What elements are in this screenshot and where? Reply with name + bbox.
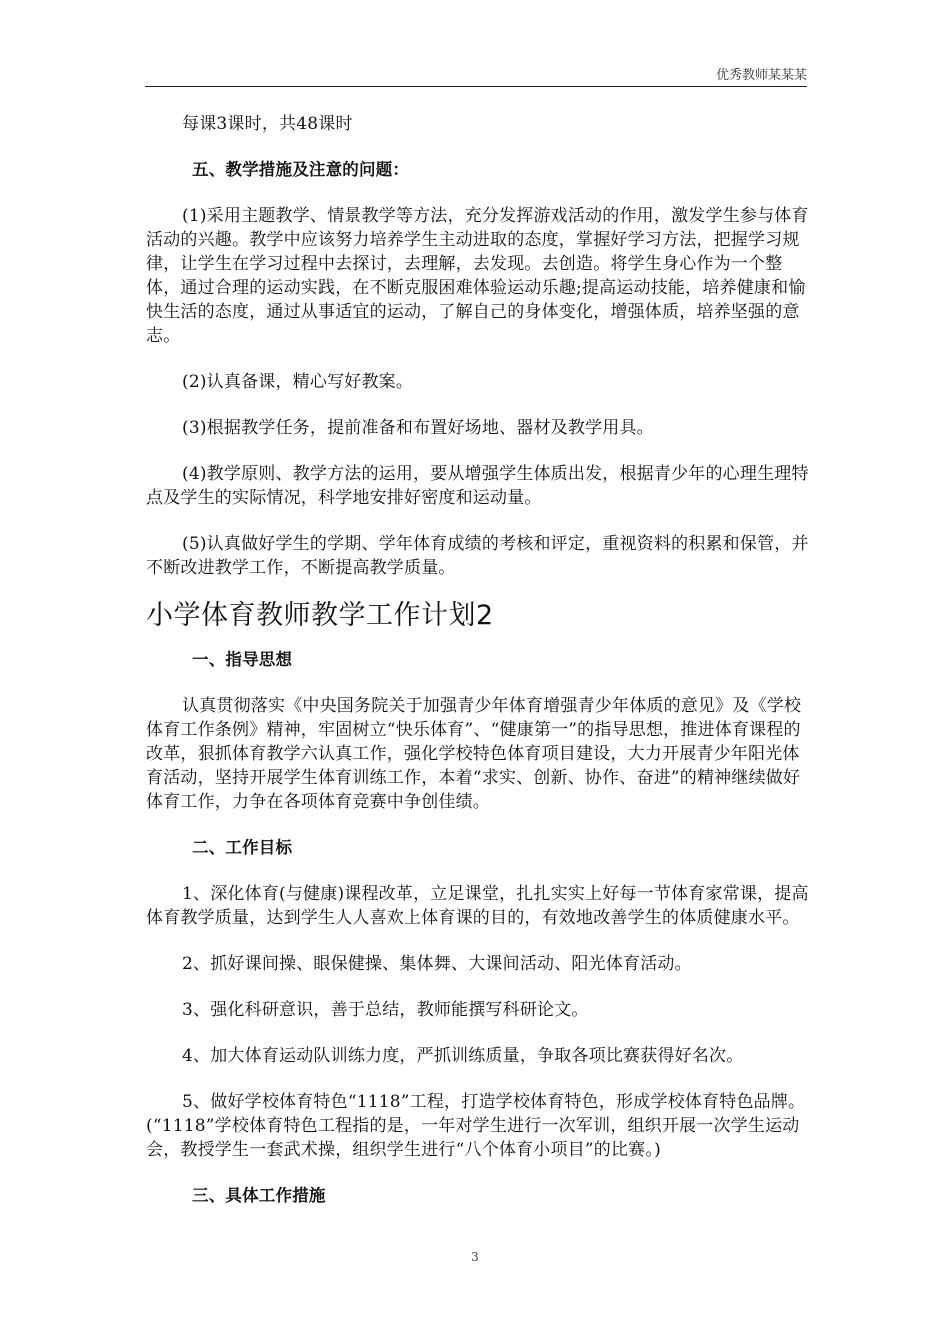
paragraph-goal-2: 2、抓好课间操、眼保健操、集体舞、大课间活动、阳光体育活动。 bbox=[182, 954, 692, 974]
paragraph-goal-5: 5、做好学校体育特色“1118”工程，打造学校体育特色，形成学校体育特色品牌。(“1118”学校体育特色工程指的是，一年对学生进行一次军训，组织开展一次学生运动会，教授学生一套武术操，组织学生进行“八个体育小项目”的比赛。) bbox=[146, 1092, 806, 1160]
page-number: 3 bbox=[471, 1250, 479, 1264]
paragraph-class-hours: 每课3课时，共48课时 bbox=[182, 114, 353, 134]
section-heading-work-goals: 二、工作目标 bbox=[192, 838, 293, 857]
section-heading-guiding-ideology: 一、指导思想 bbox=[192, 650, 293, 669]
page-header bbox=[145, 62, 807, 87]
paragraph-measure-2: (2)认真备课，精心写好教案。 bbox=[182, 372, 414, 392]
paragraph-measure-5: (5)认真做好学生的学期、学年体育成绩的考核和评定，重视资料的积累和保管，并不断改进教学工作，不断提高教学质量。 bbox=[146, 534, 809, 578]
section-heading-specific-measures: 三、具体工作措施 bbox=[192, 1186, 326, 1205]
document-title: 小学体育教师教学工作计划2 bbox=[146, 600, 494, 631]
paragraph-goal-4: 4、加大体育运动队训练力度，严抓训练质量，争取各项比赛获得好名次。 bbox=[182, 1046, 744, 1066]
paragraph-measure-3: (3)根据教学任务，提前准备和布置好场地、器材及教学用具。 bbox=[182, 418, 654, 438]
section-heading-measures: 五、教学措施及注意的问题： bbox=[192, 160, 410, 179]
paragraph-measure-1: (1)采用主题教学、情景教学等方法，充分发挥游戏活动的作用，激发学生参与体育活动的兴趣。教学中应该努力培养学生主动进取的态度，掌握好学习方法，把握学习规律，让学生在学习过程中去探讨，去理解，去发现。去创造。将学生身心作为一个整体，通过合理的运动实践，在不断克服困难体验运动乐趣;提高运动技能，培养健康和愉快生活的态度，通过从事适宜的运动，了解自己的身体变化，增强体质，培养坚强的意志。 bbox=[146, 206, 809, 346]
document-body bbox=[146, 112, 810, 1208]
paragraph-goal-3: 3、强化科研意识，善于总结，教师能撰写科研论文。 bbox=[182, 1000, 589, 1020]
paragraph-measure-4: (4)教学原则、教学方法的运用，要从增强学生体质出发，根据青少年的心理生理特点及学生的实际情况，科学地安排好密度和运动量。 bbox=[146, 464, 809, 508]
paragraph-guiding-ideology: 认真贯彻落实《中央国务院关于加强青少年体育增强青少年体质的意见》及《学校体育工作条例》精神，牢固树立“快乐体育”、“健康第一”的指导思想，推进体育课程的改革，狠抓体育教学六认真工作，强化学校特色体育项目建设，大力开展青少年阳光体育活动，坚持开展学生体育训练工作，本着“求实、创新、协作、奋进”的精神继续做好体育工作，力争在各项体育竞赛中争创佳绩。 bbox=[146, 696, 802, 812]
paragraph-goal-1: 1、深化体育(与健康)课程改革，立足课堂，扎扎实实上好每一节体育家常课，提高体育教学质量，达到学生人人喜欢上体育课的目的，有效地改善学生的体质健康水平。 bbox=[146, 884, 809, 928]
header-author: 优秀教师某某某 bbox=[715, 68, 807, 83]
